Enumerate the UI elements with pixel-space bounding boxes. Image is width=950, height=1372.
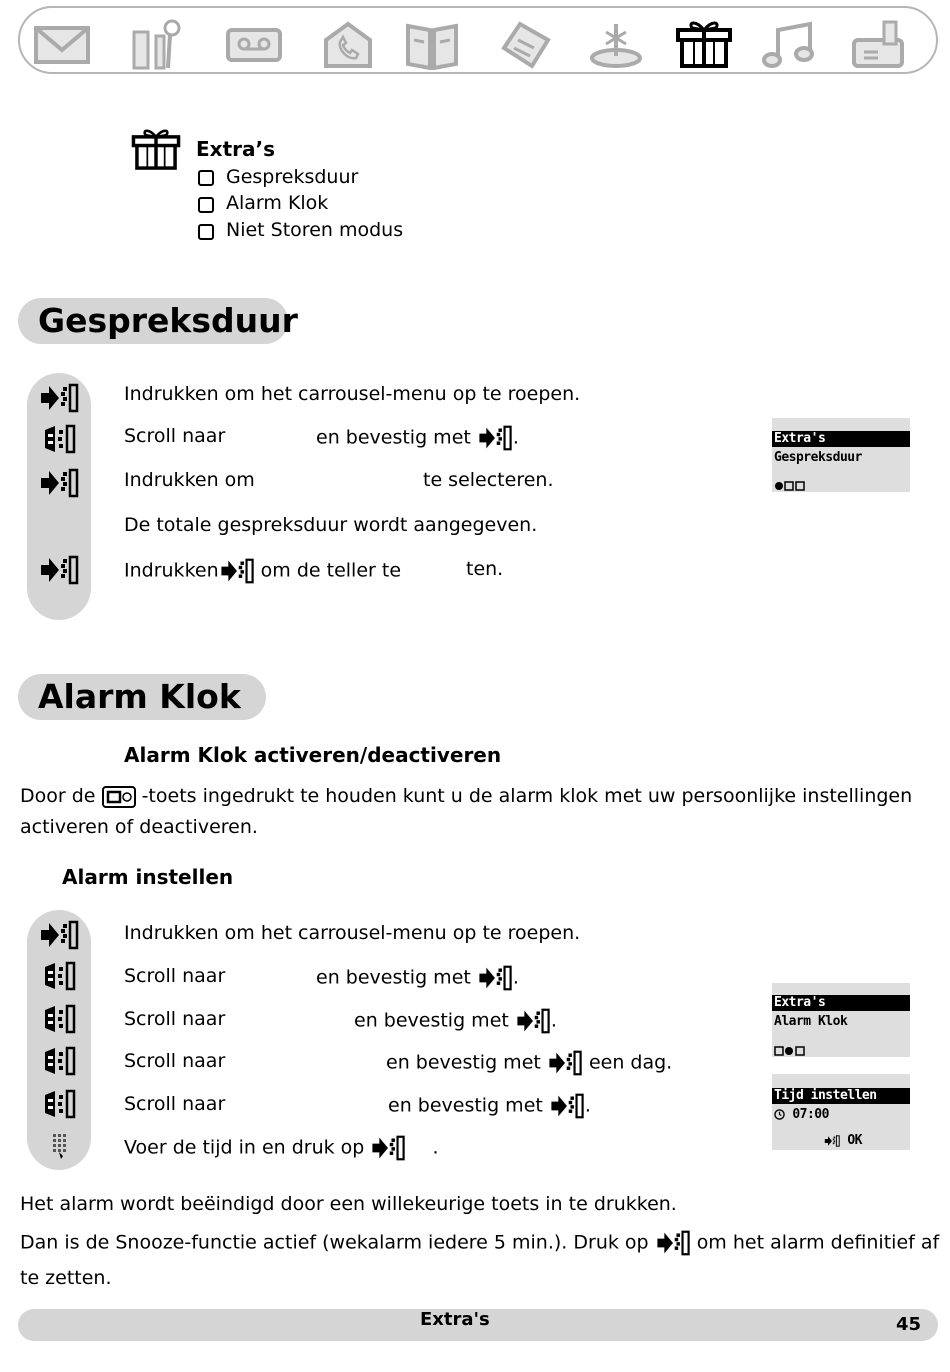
- overview-item: Niet Storen modus: [226, 219, 404, 241]
- music-icon: [760, 18, 820, 70]
- step-text: Indrukken om het carrousel-menu op te roepen.: [124, 383, 581, 405]
- clock-phone-icon: [494, 18, 554, 70]
- gift-icon: [130, 124, 182, 174]
- base-station-icon: [848, 18, 908, 70]
- overview-item: Gespreksduur: [226, 166, 359, 188]
- network-icon: [586, 18, 646, 70]
- ok-key-icon: [219, 558, 255, 584]
- lcd-title: Extra's: [772, 995, 910, 1011]
- phone-book-icon: [318, 18, 378, 70]
- key-column: [27, 910, 91, 1170]
- step-text: Voer de tijd in en druk op .: [124, 1135, 439, 1161]
- envelope-icon: [32, 18, 92, 70]
- step-text: Scroll naar: [124, 1008, 226, 1030]
- paragraph: Dan is de Snooze-functie actief (wekalarm iedere 5 min.). Druk op om het alarm definitief af: [20, 1230, 939, 1256]
- footer-bar: [18, 1309, 938, 1341]
- lcd-screen: [772, 418, 910, 492]
- checkbox-icon: [198, 170, 214, 186]
- page-dots-icon: [774, 1045, 814, 1057]
- phone-settings-icon: [126, 18, 186, 70]
- gift-icon: [674, 18, 734, 70]
- step-text: en bevestig met .: [316, 425, 519, 451]
- subheading: Alarm Klok activeren/deactiveren: [124, 743, 502, 767]
- lcd-title: Tijd instellen: [772, 1088, 910, 1104]
- answering-machine-icon: [224, 18, 284, 70]
- step-text: Scroll naar: [124, 1050, 226, 1072]
- section-title: Alarm Klok: [38, 677, 241, 716]
- page-dots-icon: [774, 480, 814, 492]
- scroll-key-icon: [39, 1046, 79, 1076]
- scroll-key-icon: [39, 961, 79, 991]
- subheading: Alarm instellen: [62, 865, 234, 889]
- footer-title: Extra's: [420, 1309, 490, 1330]
- step-text: en bevestig met een dag.: [386, 1050, 672, 1076]
- menu-icon-bar: [18, 6, 938, 74]
- step-text: Scroll naar: [124, 965, 226, 987]
- step-text: ten.: [466, 558, 504, 580]
- ok-key-icon: [824, 1135, 840, 1147]
- key-column: [27, 373, 91, 620]
- section-header: [18, 674, 266, 720]
- ok-key-icon: [655, 1230, 691, 1256]
- alarm-key-icon: [102, 786, 136, 808]
- ok-key-icon: [547, 1050, 583, 1076]
- ok-key-icon: [515, 1008, 551, 1034]
- page-number: 45: [896, 1314, 922, 1335]
- paragraph: activeren of deactiveren.: [20, 816, 258, 838]
- ok-key-icon: [477, 425, 513, 451]
- lcd-line: 07:00: [772, 1104, 910, 1126]
- paragraph: Door de -toets ingedrukt te houden kunt u de alarm klok met uw persoonlijke instellingen: [20, 785, 913, 807]
- step-text: Indrukken om het carrousel-menu op te roepen.: [124, 922, 581, 944]
- step-text: Indrukken om de teller te: [124, 558, 401, 584]
- scroll-key-icon: [39, 1004, 79, 1034]
- section-title: Gespreksduur: [38, 301, 298, 340]
- ok-key-icon: [39, 383, 79, 413]
- step-text: Indrukken om: [124, 469, 255, 491]
- section-header: [18, 298, 298, 344]
- lcd-line: Gespreksduur: [774, 450, 862, 465]
- ok-key-icon: [370, 1135, 406, 1161]
- lcd-softkey: OK: [824, 1132, 862, 1150]
- overview-item: Alarm Klok: [226, 192, 329, 214]
- scroll-key-icon: [39, 424, 79, 454]
- paragraph: Het alarm wordt beëindigd door een willekeurige toets in te drukken.: [20, 1193, 677, 1215]
- step-text: en bevestig met .: [354, 1008, 557, 1034]
- ok-key-icon: [39, 920, 79, 950]
- ok-key-icon: [549, 1093, 585, 1119]
- step-text: en bevestig met .: [388, 1093, 591, 1119]
- paragraph: te zetten.: [20, 1267, 112, 1289]
- scroll-key-icon: [39, 1089, 79, 1119]
- step-text: Scroll naar: [124, 1093, 226, 1115]
- ok-key-icon: [477, 965, 513, 991]
- keypad-icon: [39, 1132, 79, 1162]
- ok-key-icon: [39, 555, 79, 585]
- clock-icon: [774, 1109, 785, 1120]
- step-text: en bevestig met .: [316, 965, 519, 991]
- lcd-screen: [772, 983, 910, 1057]
- lcd-title: Extra's: [772, 431, 910, 447]
- step-text: te selecteren.: [423, 469, 554, 491]
- step-text: Scroll naar: [124, 425, 226, 447]
- checkbox-icon: [198, 197, 214, 213]
- step-text: De totale gespreksduur wordt aangegeven.: [124, 514, 538, 536]
- checkbox-icon: [198, 224, 214, 240]
- lcd-screen: [772, 1074, 910, 1150]
- overview-title: Extra’s: [196, 137, 275, 161]
- book-icon: [402, 18, 462, 70]
- ok-key-icon: [39, 468, 79, 498]
- lcd-line: Alarm Klok: [774, 1014, 848, 1029]
